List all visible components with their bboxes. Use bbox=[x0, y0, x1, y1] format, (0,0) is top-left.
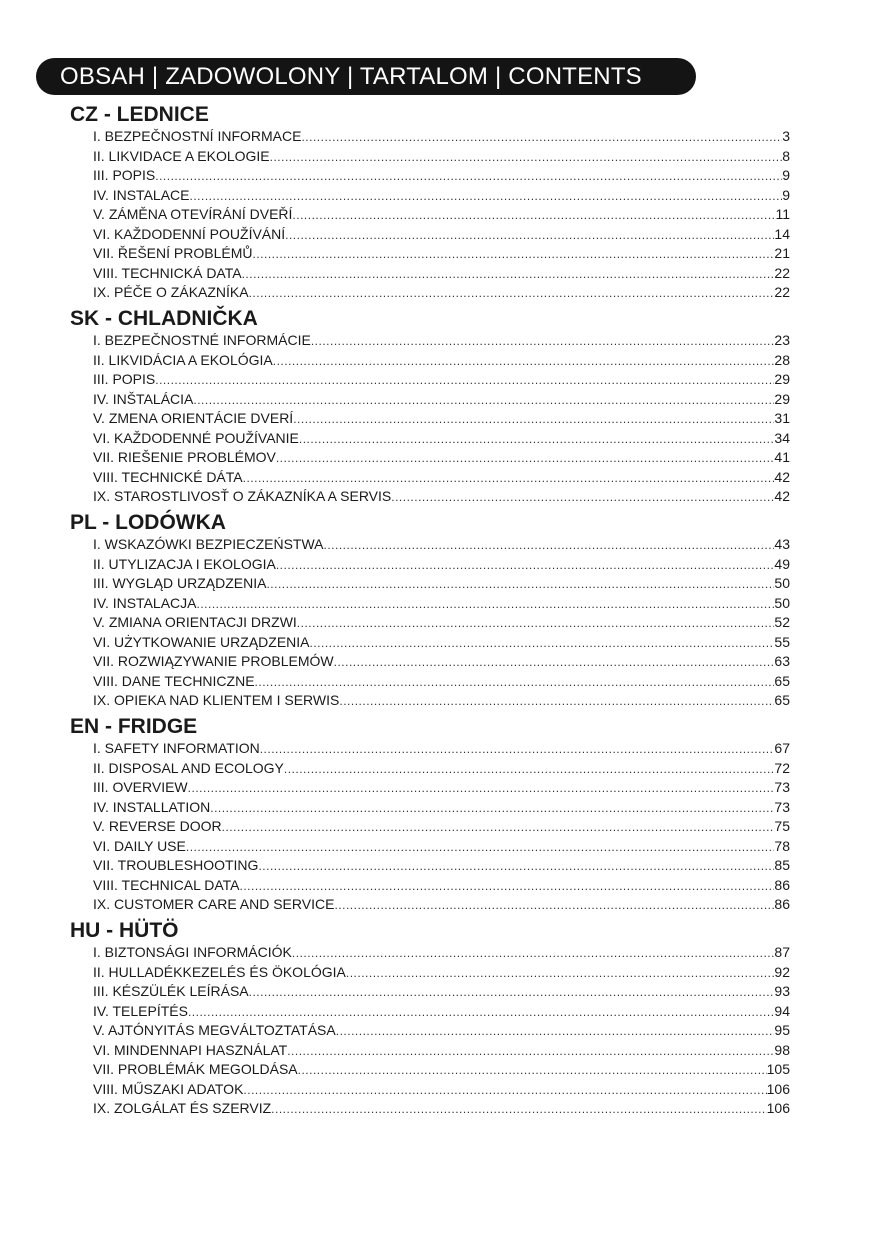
section-title: HU - HÜTÖ bbox=[70, 919, 179, 942]
entry-page-number: 29 bbox=[774, 371, 790, 387]
toc-entry[interactable] bbox=[93, 876, 790, 896]
entry-label: VIII. TECHNICAL DATA bbox=[93, 876, 240, 893]
dot-leader bbox=[287, 1042, 774, 1062]
table-of-contents bbox=[70, 103, 790, 1123]
entry-label: II. LIKVIDACE A EKOLOGIE bbox=[93, 147, 270, 164]
entry-page-number: 28 bbox=[774, 351, 790, 368]
entry-label: V. AJTÓNYITÁS MEGVÁLTOZTATÁSA bbox=[93, 1022, 336, 1038]
dot-leader bbox=[196, 595, 774, 615]
dot-leader bbox=[336, 1022, 775, 1042]
entry-label: IV. TELEPÍTÉS bbox=[93, 1002, 188, 1019]
toc-entry[interactable] bbox=[93, 574, 790, 594]
dot-leader bbox=[266, 575, 774, 595]
entry-label: I. WSKAZÓWKI BEZPIECZEŃSTWA bbox=[93, 536, 324, 552]
entry-label: VIII. TECHNICKÉ DÁTA bbox=[93, 468, 243, 485]
entry-label: III. POPIS bbox=[93, 167, 156, 183]
dot-leader bbox=[339, 692, 774, 712]
dot-leader bbox=[292, 944, 775, 964]
dot-leader bbox=[334, 653, 775, 673]
toc-entry[interactable] bbox=[93, 1099, 790, 1119]
toc-section bbox=[70, 307, 790, 507]
entry-page-number: 65 bbox=[774, 672, 790, 689]
entry-page-number: 11 bbox=[775, 206, 790, 222]
entry-page-number: 73 bbox=[774, 798, 790, 815]
dot-leader bbox=[249, 983, 775, 1003]
toc-section bbox=[70, 511, 790, 711]
entry-label: VII. ŘEŠENÍ PROBLÉMŮ bbox=[93, 245, 253, 261]
entry-label: IX. CUSTOMER CARE AND SERVICE bbox=[93, 896, 335, 912]
dot-leader bbox=[311, 332, 775, 352]
contents-banner: OBSAH | ZADOWOLONY | TARTALOM | CONTENTS bbox=[36, 58, 696, 95]
dot-leader bbox=[210, 799, 774, 819]
section-title: EN - FRIDGE bbox=[70, 715, 198, 738]
entry-page-number: 72 bbox=[774, 759, 790, 776]
toc-entry[interactable] bbox=[93, 429, 790, 449]
entry-page-number: 78 bbox=[774, 837, 790, 854]
toc-entry[interactable] bbox=[93, 390, 790, 410]
toc-entry[interactable] bbox=[93, 147, 790, 167]
dot-leader bbox=[297, 614, 775, 634]
dot-leader bbox=[293, 410, 774, 430]
entry-label: II. HULLADÉKKEZELÉS ÉS ÖKOLÓGIA bbox=[93, 963, 346, 980]
toc-entry[interactable] bbox=[93, 982, 790, 1002]
entry-page-number: 50 bbox=[774, 575, 790, 591]
section-title: CZ - LEDNICE bbox=[70, 103, 209, 126]
section-title: PL - LODÓWKA bbox=[70, 511, 226, 534]
dot-leader bbox=[249, 284, 775, 304]
toc-entry[interactable] bbox=[93, 468, 790, 488]
entry-page-number: 65 bbox=[774, 692, 790, 708]
entry-page-number: 42 bbox=[774, 488, 790, 504]
dot-leader bbox=[193, 391, 774, 411]
entry-label: II. UTYLIZACJA I EKOLOGIA bbox=[93, 555, 276, 572]
dot-leader bbox=[299, 430, 775, 450]
toc-entry[interactable] bbox=[93, 186, 790, 206]
entry-page-number: 8 bbox=[782, 147, 790, 164]
dot-leader bbox=[189, 187, 782, 207]
section-title: SK - CHLADNIČKA bbox=[70, 307, 258, 330]
toc-entry[interactable] bbox=[93, 633, 790, 653]
toc-entry[interactable] bbox=[93, 448, 790, 468]
dot-leader bbox=[391, 488, 774, 508]
dot-leader bbox=[243, 469, 775, 489]
dot-leader bbox=[188, 779, 775, 799]
dot-leader bbox=[285, 226, 774, 246]
entry-page-number: 75 bbox=[774, 818, 790, 834]
toc-section bbox=[70, 103, 790, 303]
dot-leader bbox=[334, 896, 774, 916]
toc-entry[interactable] bbox=[93, 535, 790, 555]
toc-entry[interactable] bbox=[93, 943, 790, 963]
entry-page-number: 42 bbox=[774, 468, 790, 485]
entry-label: I. BEZPEČNOSTNÉ INFORMÁCIE bbox=[93, 332, 311, 348]
entry-page-number: 106 bbox=[766, 1080, 790, 1097]
toc-entry[interactable] bbox=[93, 225, 790, 245]
toc-entry[interactable] bbox=[93, 963, 790, 983]
toc-entry[interactable] bbox=[93, 555, 790, 575]
entry-label: VIII. MŰSZAKI ADATOK bbox=[93, 1080, 244, 1097]
dot-leader bbox=[258, 857, 774, 877]
entry-page-number: 86 bbox=[774, 876, 790, 893]
toc-entry[interactable] bbox=[93, 739, 790, 759]
toc-entry[interactable] bbox=[93, 283, 790, 303]
toc-entry[interactable] bbox=[93, 166, 790, 186]
entry-page-number: 23 bbox=[774, 332, 790, 348]
entry-label: VI. KAŽDODENNÍ POUŽÍVÁNÍ bbox=[93, 225, 286, 242]
entry-label: VII. RIEŠENIE PROBLÉMOV bbox=[93, 449, 276, 465]
toc-entry[interactable] bbox=[93, 613, 790, 633]
dot-leader bbox=[240, 877, 775, 897]
dot-leader bbox=[155, 167, 782, 187]
entry-label: VII. PROBLÉMÁK MEGOLDÁSA bbox=[93, 1061, 298, 1077]
toc-entry[interactable] bbox=[93, 1080, 790, 1100]
toc-entry[interactable] bbox=[93, 1002, 790, 1022]
entry-label: VI. DAILY USE bbox=[93, 837, 186, 854]
dot-leader bbox=[222, 818, 775, 838]
dot-leader bbox=[346, 964, 775, 984]
entry-page-number: 41 bbox=[774, 449, 790, 465]
entry-label: V. ZMIANA ORIENTACJI DRZWI bbox=[93, 614, 297, 630]
dot-leader bbox=[186, 838, 775, 858]
toc-entry[interactable] bbox=[93, 652, 790, 672]
entry-page-number: 55 bbox=[774, 633, 790, 650]
entry-page-number: 86 bbox=[774, 896, 790, 912]
entry-label: V. ZÁMĚNA OTEVÍRÁNÍ DVEŘÍ bbox=[93, 206, 293, 222]
entry-page-number: 85 bbox=[774, 857, 790, 873]
toc-entry[interactable] bbox=[93, 127, 790, 147]
dot-leader bbox=[242, 265, 775, 285]
entry-page-number: 9 bbox=[782, 167, 790, 183]
entry-label: II. LIKVIDÁCIA A EKOLÓGIA bbox=[93, 351, 273, 368]
toc-entry[interactable] bbox=[93, 244, 790, 264]
dot-leader bbox=[301, 128, 782, 148]
dot-leader bbox=[270, 148, 783, 168]
toc-entry[interactable] bbox=[93, 594, 790, 614]
dot-leader bbox=[324, 536, 775, 556]
dot-leader bbox=[271, 1100, 766, 1120]
toc-entry[interactable] bbox=[93, 778, 790, 798]
dot-leader bbox=[310, 634, 775, 654]
dot-leader bbox=[284, 760, 775, 780]
toc-entry[interactable] bbox=[93, 1021, 790, 1041]
toc-entry[interactable] bbox=[93, 856, 790, 876]
entry-page-number: 50 bbox=[774, 594, 790, 611]
entry-page-number: 29 bbox=[774, 390, 790, 407]
entry-label: IX. OPIEKA NAD KLIENTEM I SERWIS bbox=[93, 692, 340, 708]
toc-entry[interactable] bbox=[93, 331, 790, 351]
entry-page-number: 98 bbox=[774, 1041, 790, 1058]
entry-page-number: 31 bbox=[774, 410, 790, 426]
toc-entry[interactable] bbox=[93, 264, 790, 284]
entry-label: IX. ZOLGÁLAT ÉS SZERVIZ bbox=[93, 1100, 272, 1116]
entry-page-number: 63 bbox=[774, 653, 790, 669]
entry-page-number: 22 bbox=[774, 284, 790, 300]
entry-label: III. POPIS bbox=[93, 371, 156, 387]
entry-label: IV. INSTALLATION bbox=[93, 798, 211, 815]
entry-label: VII. TROUBLESHOOTING bbox=[93, 857, 259, 873]
entry-label: I. BEZPEČNOSTNÍ INFORMACE bbox=[93, 128, 302, 144]
entry-label: VI. UŻYTKOWANIE URZĄDZENIA bbox=[93, 633, 310, 650]
toc-entry[interactable] bbox=[93, 691, 790, 711]
entry-label: IX. STAROSTLIVOSŤ O ZÁKAZNÍKA A SERVIS bbox=[93, 488, 392, 504]
entry-label: VI. MINDENNAPI HASZNÁLAT bbox=[93, 1041, 288, 1058]
entry-label: I. BIZTONSÁGI INFORMÁCIÓK bbox=[93, 944, 292, 960]
entry-page-number: 73 bbox=[774, 779, 790, 795]
entry-page-number: 49 bbox=[774, 555, 790, 572]
dot-leader bbox=[273, 352, 775, 372]
entry-label: VIII. DANE TECHNICZNE bbox=[93, 672, 255, 689]
dot-leader bbox=[260, 740, 775, 760]
toc-entry[interactable] bbox=[93, 1041, 790, 1061]
entry-page-number: 34 bbox=[774, 429, 790, 446]
entry-label: III. WYGLĄD URZĄDZENIA bbox=[93, 575, 267, 591]
toc-entry[interactable] bbox=[93, 370, 790, 390]
entry-page-number: 52 bbox=[774, 614, 790, 630]
entry-label: V. REVERSE DOOR bbox=[93, 818, 222, 834]
entry-label: VI. KAŽDODENNÉ POUŽÍVANIE bbox=[93, 429, 299, 446]
entry-page-number: 9 bbox=[782, 186, 790, 203]
dot-leader bbox=[276, 449, 775, 469]
entry-label: II. DISPOSAL AND ECOLOGY bbox=[93, 759, 284, 776]
entry-label: VIII. TECHNICKÁ DATA bbox=[93, 264, 242, 281]
toc-entry[interactable] bbox=[93, 351, 790, 371]
dot-leader bbox=[243, 1081, 766, 1101]
entry-page-number: 106 bbox=[766, 1100, 790, 1116]
dot-leader bbox=[255, 673, 775, 693]
toc-entry[interactable] bbox=[93, 409, 790, 429]
entry-label: V. ZMENA ORIENTÁCIE DVERÍ bbox=[93, 410, 294, 426]
entry-page-number: 22 bbox=[774, 264, 790, 281]
toc-entry[interactable] bbox=[93, 205, 790, 225]
toc-section bbox=[70, 715, 790, 915]
entry-page-number: 93 bbox=[774, 983, 790, 999]
entry-label: IX. PÉČE O ZÁKAZNÍKA bbox=[93, 284, 249, 300]
entry-page-number: 92 bbox=[774, 963, 790, 980]
toc-entry[interactable] bbox=[93, 798, 790, 818]
dot-leader bbox=[298, 1061, 767, 1081]
toc-entry[interactable] bbox=[93, 895, 790, 915]
entry-label: III. OVERVIEW bbox=[93, 779, 188, 795]
toc-section bbox=[70, 919, 790, 1119]
entry-page-number: 21 bbox=[774, 245, 790, 261]
dot-leader bbox=[188, 1003, 774, 1023]
entry-label: IV. INSTALACJA bbox=[93, 594, 197, 611]
dot-leader bbox=[292, 206, 775, 226]
entry-label: III. KÉSZÜLÉK LEÍRÁSA bbox=[93, 983, 249, 999]
entry-page-number: 3 bbox=[782, 128, 790, 144]
dot-leader bbox=[252, 245, 774, 265]
dot-leader bbox=[276, 556, 775, 576]
entry-page-number: 67 bbox=[774, 740, 790, 756]
toc-entry[interactable] bbox=[93, 672, 790, 692]
toc-entry[interactable] bbox=[93, 487, 790, 507]
toc-entry[interactable] bbox=[93, 759, 790, 779]
toc-entry[interactable] bbox=[93, 1060, 790, 1080]
toc-entry[interactable] bbox=[93, 817, 790, 837]
entry-label: IV. INSTALACE bbox=[93, 186, 190, 203]
toc-entry[interactable] bbox=[93, 837, 790, 857]
entry-page-number: 95 bbox=[774, 1022, 790, 1038]
entry-page-number: 87 bbox=[774, 944, 790, 960]
entry-page-number: 105 bbox=[766, 1061, 790, 1077]
entry-page-number: 43 bbox=[774, 536, 790, 552]
entry-page-number: 94 bbox=[774, 1002, 790, 1019]
entry-page-number: 14 bbox=[774, 225, 790, 242]
entry-label: VII. ROZWIĄZYWANIE PROBLEMÓW bbox=[93, 653, 334, 669]
entry-label: IV. INŠTALÁCIA bbox=[93, 390, 194, 407]
dot-leader bbox=[155, 371, 774, 391]
entry-label: I. SAFETY INFORMATION bbox=[93, 740, 260, 756]
